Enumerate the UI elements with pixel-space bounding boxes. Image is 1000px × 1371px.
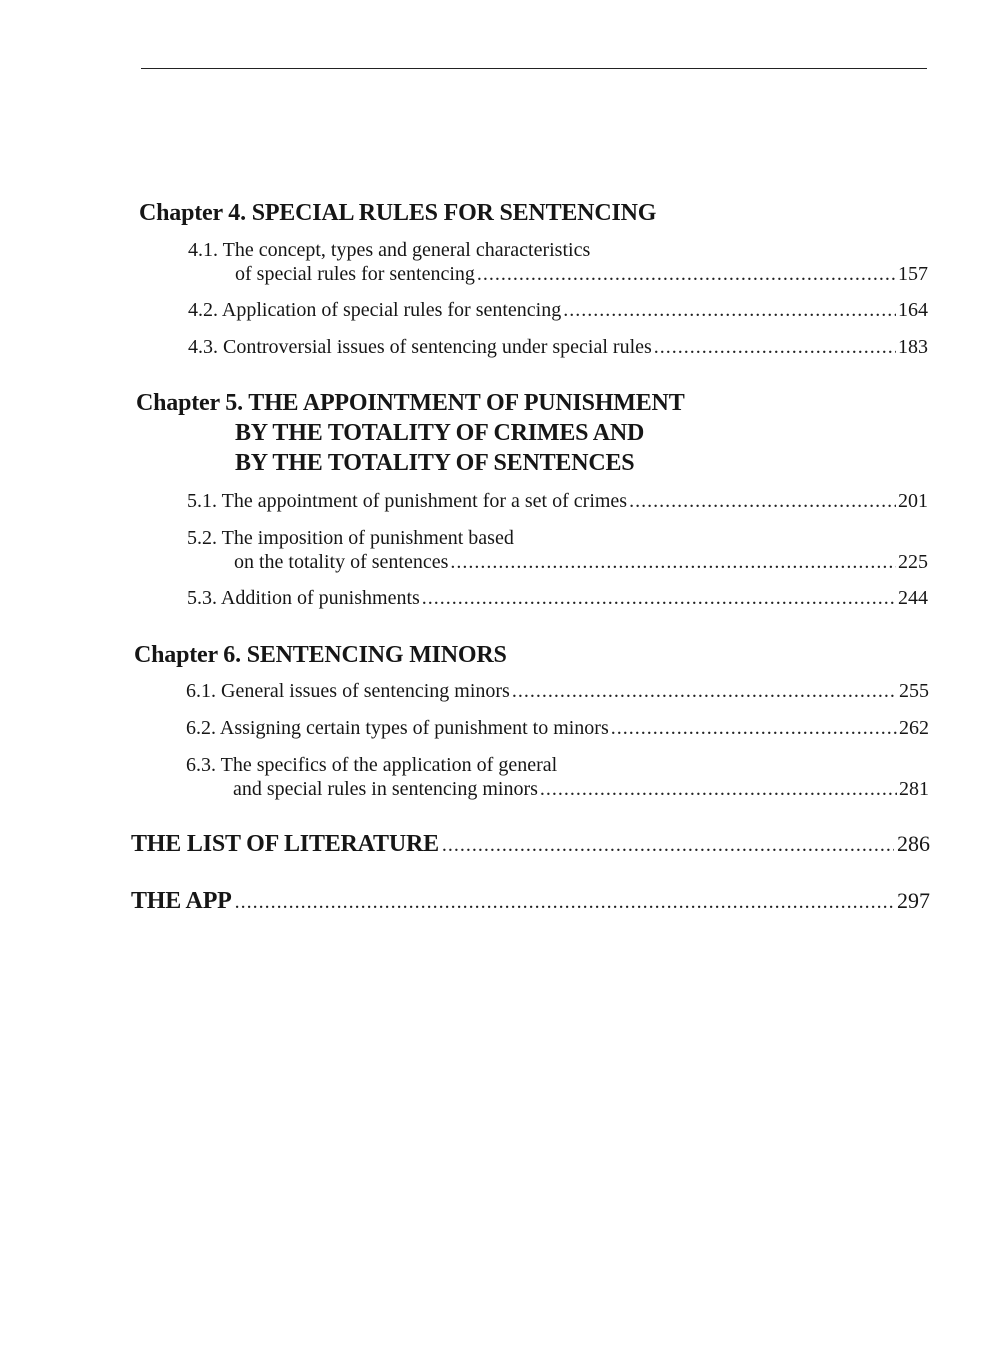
- toc-entry-4-3[interactable]: [188, 335, 928, 359]
- chapter-5-heading: [136, 388, 685, 478]
- toc-entry-5-3[interactable]: [187, 586, 928, 610]
- toc-entry-5-3-page: 244: [898, 587, 928, 609]
- toc-entry-literature[interactable]: [131, 829, 930, 860]
- toc-entry-literature-page: 286: [897, 831, 930, 856]
- chapter-6-title: Chapter 6. SENTENCING MINORS: [134, 642, 507, 668]
- toc-entry-6-2-title: 6.2. Assigning certain types of punishment to minors: [186, 717, 609, 739]
- toc-entry-4-1-page: 157: [898, 263, 928, 285]
- chapter-5-title: Chapter 5. THE APPOINTMENT OF PUNISHMENT: [136, 390, 685, 416]
- toc-entry-6-1-title: 6.1. General issues of sentencing minors: [186, 680, 510, 702]
- toc-entry-6-1[interactable]: [186, 679, 929, 703]
- toc-entry-5-2-line2: on the totality of sentences: [234, 551, 449, 573]
- toc-entry-5-1-title: 5.1. The appointment of punishment for a set of crimes: [187, 490, 628, 512]
- toc-entry-6-3-line1: 6.3. The specifics of the application of general: [186, 754, 558, 776]
- toc-entry-app-title: THE APP: [131, 888, 232, 914]
- toc-entry-4-3-title: 4.3. Controversial issues of sentencing under special rules: [188, 336, 652, 358]
- toc-entry-5-1[interactable]: [187, 489, 928, 513]
- leader-dots: [477, 262, 896, 286]
- toc-entry-4-2-page: 164: [898, 299, 928, 321]
- toc-entry-6-2-page: 262: [899, 717, 929, 739]
- chapter-6-heading: [134, 640, 507, 670]
- toc-entry-5-3-title: 5.3. Addition of punishments: [187, 587, 420, 609]
- toc-entry-literature-title: THE LIST OF LITERATURE: [131, 831, 439, 857]
- toc-entry-6-1-page: 255: [899, 680, 929, 702]
- toc-entry-6-3-line2: and special rules in sentencing minors: [233, 778, 538, 800]
- toc-entry-4-3-page: 183: [898, 336, 928, 358]
- chapter-5-title-line3: BY THE TOTALITY OF SENTENCES: [235, 450, 635, 476]
- toc-entry-4-1-line2: of special rules for sentencing: [235, 263, 475, 285]
- leader-dots: [563, 298, 896, 322]
- toc-entry-5-2-line1: 5.2. The imposition of punishment based: [187, 527, 514, 549]
- leader-dots: [235, 887, 894, 917]
- toc-entry-5-2[interactable]: [187, 526, 928, 574]
- chapter-5-title-line2: BY THE TOTALITY OF CRIMES AND: [235, 420, 645, 446]
- leader-dots: [512, 679, 897, 703]
- leader-dots: [540, 777, 897, 801]
- toc-entry-6-2[interactable]: [186, 716, 929, 740]
- toc-entry-4-2[interactable]: [188, 298, 928, 322]
- chapter-4-title: Chapter 4. SPECIAL RULES FOR SENTENCING: [139, 200, 657, 226]
- toc-entry-4-1-line1: 4.1. The concept, types and general characteristics: [188, 239, 591, 261]
- leader-dots: [611, 716, 897, 740]
- toc-entry-5-1-page: 201: [898, 490, 928, 512]
- chapter-4-heading: [139, 198, 656, 228]
- toc-entry-5-2-page: 225: [898, 551, 928, 573]
- toc-entry-6-3-page: 281: [899, 778, 929, 800]
- toc-entry-app[interactable]: [131, 886, 930, 917]
- leader-dots: [422, 586, 896, 610]
- leader-dots: [442, 830, 894, 860]
- toc-entry-4-1[interactable]: [188, 238, 928, 286]
- header-rule: [141, 68, 927, 69]
- leader-dots: [654, 335, 896, 359]
- toc-entry-6-3[interactable]: [186, 753, 929, 801]
- leader-dots: [450, 550, 896, 574]
- leader-dots: [629, 489, 896, 513]
- toc-entry-4-2-title: 4.2. Application of special rules for sentencing: [188, 299, 562, 321]
- toc-entry-app-page: 297: [897, 888, 930, 913]
